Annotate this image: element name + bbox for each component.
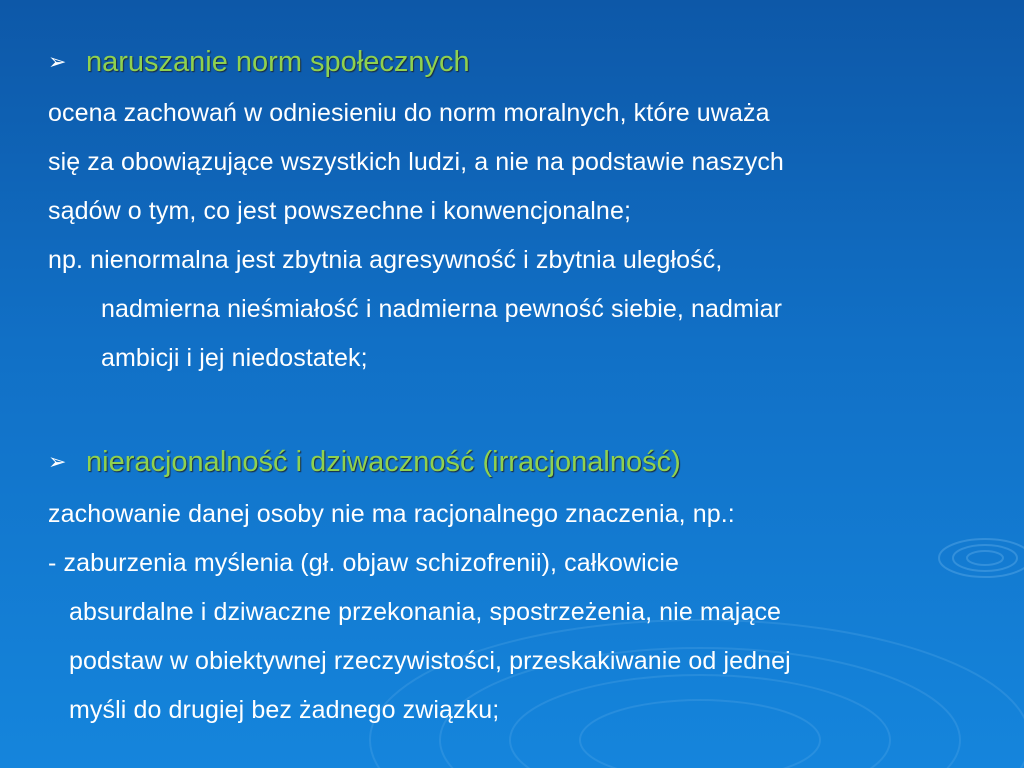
text-line: zachowanie danej osoby nie ma racjonalnego znaczenia, np.: [48,500,735,528]
text-line: myśli do drugiej bez żadnego związku; [69,696,500,724]
text-line: - zaburzenia myślenia (gł. objaw schizofrenii), całkowicie [48,549,680,577]
text-line: podstaw w obiektywnej rzeczywistości, przeskakiwanie od jednej [69,647,791,675]
section-heading-norms [48,44,470,80]
heading-text: naruszanie norm społecznych [86,46,470,78]
arrow-bullet-icon: ➢ [48,449,67,474]
text-line: ambicji i jej niedostatek; [101,344,368,372]
text-line: nadmierna nieśmiałość i nadmierna pewność siebie, nadmiar [101,295,783,323]
text-line: się za obowiązujące wszystkich ludzi, a nie na podstawie naszych [48,148,784,176]
text-line: np. nienormalna jest zbytnia agresywność i zbytnia uległość, [48,246,723,274]
text-line: ocena zachowań w odniesieniu do norm moralnych, które uważa [48,99,770,127]
text-line: absurdalne i dziwaczne przekonania, spostrzeżenia, nie mające [69,598,782,626]
arrow-bullet-icon: ➢ [48,49,67,74]
heading-text: nieracjonalność i dziwaczność (irracjonalność) [86,446,681,478]
text-line: sądów o tym, co jest powszechne i konwencjonalne; [48,197,631,225]
section-heading-irrationality [48,444,681,480]
